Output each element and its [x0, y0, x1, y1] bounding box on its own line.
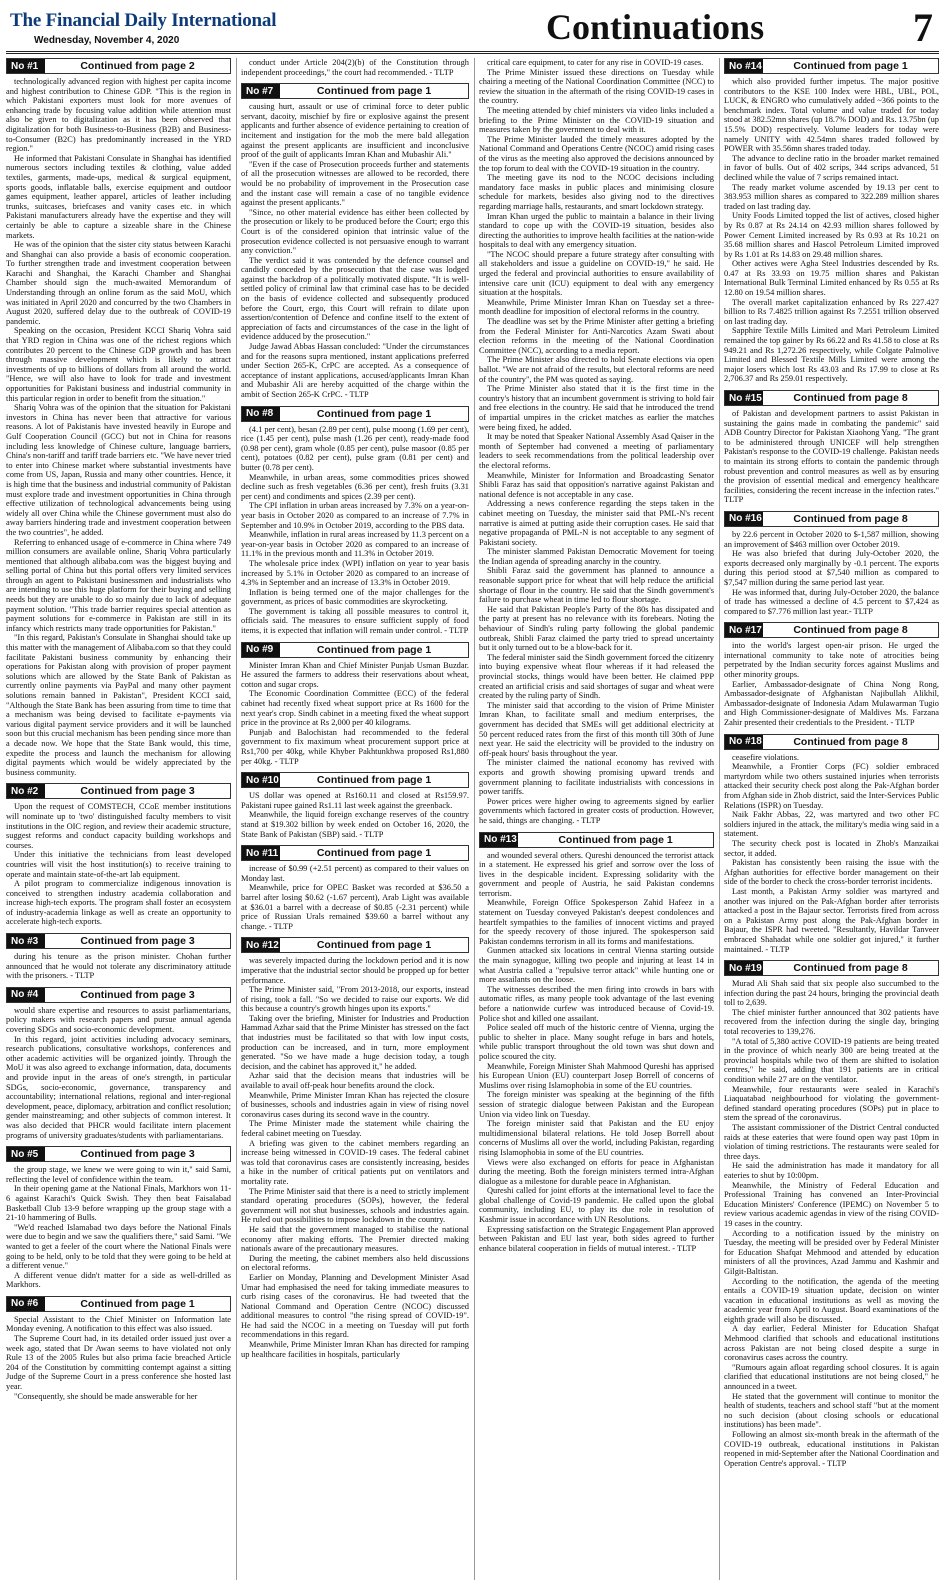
story-number: No #10	[242, 773, 280, 787]
paragraph: He was also briefed that during July-October 2020, the exports decreased only marginally by -0.1 percent. The exports during this period stood at $7,540 million as compared to $7,547 million during the same period last year.	[724, 549, 939, 587]
story-continued-label: Continued from page 3	[80, 1148, 195, 1161]
paragraph: A briefing was given to the cabinet members regarding an increase being witnessed in COVID-19 cases. The federal cabinet was told that coronavirus cases are consistently increasing, besides a hike in the number of critical patients put on ventilators and mortality rate.	[241, 1138, 469, 1186]
paragraph: He said that Pakistan People's Party of the 80s has dissipated and the party at present has no relevance with its forebears. Noting the behaviour of Sindh's ruling party following the global pandemic outbreak, Shibli Faraz claimed the party tried to spread uncertainty but it only turned out to be a blow-back for it.	[479, 604, 714, 653]
column-2	[241, 58, 469, 1580]
story-body	[6, 77, 231, 777]
paragraph: Punjab and Balochistan had recommended to the federal government to fix maximum wheat procurement support price at Rs1,700 per 40kg, while Khyber Pakhtunkhwa proposed Rs1,880 per 40kg. - TLTP	[241, 727, 469, 766]
story	[479, 832, 714, 1254]
paragraph: He said the administration has made it mandatory for all eateries to shut by 10:00pm.	[724, 1161, 939, 1180]
paragraph: Police sealed off much of the historic centre of Vienna, urging the public to shelter in place. Many sought refuge in bars and hotels, while public transport throughout the old town was shut down and police scoured the city.	[479, 1023, 714, 1061]
story-body	[6, 802, 231, 927]
story-continued-label: Continued from page 1	[558, 833, 673, 846]
paragraph: Earlier on Monday, Planning and Development Minister Asad Umar had emphasised the need for taking immediate measures to curb rising cases of the coronavirus. He had tweeted that the National Command and Operation Centre (NCOC) discussed additional measures to control "the rising spread of COVID-19". He had said the NCOC in a meeting on Tuesday will put forth recommendations in this regard.	[241, 1272, 469, 1340]
paragraph: He stated that the government will continue to monitor the health of students, teachers and school staff "but at the moment no such decision (about closing schools or educational institutions) has been made".	[724, 1391, 939, 1430]
paragraph: The foreign minister said that Pakistan and the EU enjoy multidimensional bilateral relations. He told Josep Borrell about concerns of Muslims all over the world, including Pakistan, regarding rising Islamophobia in some of the EU countries.	[479, 1119, 714, 1157]
paragraph: (4.1 per cent), besan (2.89 per cent), pulse moong (1.69 per cent), rice (1.45 per cent), pulse mash (1.26 per cent), ready-made food (0.98 per cent), gram whole (0.85 per cent), pulse masoor (0.85 per cent), potatoes (0.82 per cent), pulse gram (0.81 per cent) and butter (0.78 per cent).	[241, 424, 469, 472]
paragraph: The deadline was set by the Prime Minister after getting a briefing from the Federal Minister for Anti-Narcotics Azam Swati about election reforms in the meeting of the National Coordination Committee (NCC), according to a media report.	[479, 317, 714, 355]
story-header	[6, 783, 231, 799]
story-number: No #18	[725, 735, 763, 749]
story	[241, 58, 469, 77]
paragraph: The overall market capitalization enhanced by Rs 227.427 billion to Rs 7.4825 trillion against Rs 7.2551 trillion observed on last trading day.	[724, 297, 939, 326]
story-header	[241, 937, 469, 953]
story-number: No #14	[725, 59, 763, 73]
paragraph: Taking over the briefing, Minister for Industries and Production Hammad Azhar said that the Prime Minister has stressed on the fact that industries must be facilitated so that with low input costs, production can be increased, and in turn, more employment generated. "So we have made a huge decision today, a tough decision, and the cabinet has approved it," he added.	[241, 1013, 469, 1071]
story-body	[241, 791, 469, 839]
story	[6, 1146, 231, 1290]
story-header	[6, 58, 231, 74]
paragraph: Views were also exchanged on efforts for peace in Afghanistan during the meeting. Both the foreign ministers termed intra-Afghan dialogue as a milestone for durable peace in Afghanistan.	[479, 1157, 714, 1186]
story-body	[724, 753, 939, 954]
story	[724, 622, 939, 727]
paragraph: The assistant commissioner of the District Central conducted raids at these eateries that were found open way past 10pm in violation of timing restrictions. The restaurants were sealed for three days.	[724, 1123, 939, 1161]
paragraph: The minister slammed Pakistan Democratic Movement for toeing the Indian agenda of spreading anarchy in the country.	[479, 547, 714, 566]
paragraph: Pakistan has consistently been raising the issue with the Afghan authorities for effective border management on their side of the border to check the cross-border terrorist incidents.	[724, 858, 939, 887]
paragraph: Meanwhile, Foreign Office Spokesperson Zahid Hafeez in a statement on Tuesday conveyed Pakistan's deepest condolences and heartfelt sympathies to the families of innocent victims and prayed for the speedy recovery of those injured. The spokesperson said Pakistan condemns terrorism in all its forms and manifestations.	[479, 898, 714, 946]
story-number: No #13	[480, 833, 518, 847]
paragraph: Referring to enhanced usage of e-commerce in China where 749 million consumers are available online, Shariq Vohra particularly mentioned that although alibaba.com was the biggest buying and selling portal of China but this portal offers very limited services through an agent to Pakistani businessmen and industrialists who are intending to use this huge platform for their buying and selling needs but they are unable to do so mainly due to lack of adequate payment solution. "This trade barrier requires special attention as payment solutions for e-commerce in Pakistan are still in its infancy which restricts many trade opportunities for Pakistan."	[6, 537, 231, 633]
paragraph: Meanwhile, four restaurants were sealed in Karachi's Liaquatabad neighbourhood for violating the government-defined standard operating procedures (SOPs) put in place to stem the spread of the coronavirus.	[724, 1084, 939, 1123]
story-number: No #5	[7, 1147, 45, 1161]
paragraph: Speaking on the occasion, President KCCI Shariq Vohra said that YRD region in China was one of the richest regions which contributes 20 percent to the Chinese GDP growth and has been through massive development which is likely to attract investments of up to billions of dollars from all around the world. "Hence, we will also have to look for trade and investment opportunities for Pakistani business and industrial community in this particular region in order to benefit from the situation."	[6, 326, 231, 403]
story-body	[241, 864, 469, 931]
story	[6, 58, 231, 777]
story	[724, 734, 939, 954]
paragraph: Azhar said that the decision means that industries will be available to avail off-peak hour benefits around the clock.	[241, 1071, 469, 1091]
paragraph: The Prime Minister said that there is a need to strictly implement standard operating procedures (SOPs), however, the federal government will not shut businesses, schools and industries again. He ruled out possibilities to impose lockdown in the country.	[241, 1186, 469, 1225]
story-header	[241, 845, 469, 861]
paragraph: Meanwhile, in urban areas, some commodities prices showed decline such as fresh vegetables (6.36 per cent), fresh fruits (3.31 per cent) and condiments and spices (2.39 per cent).	[241, 472, 469, 501]
paragraph: Meanwhile, Foreign Minister Shah Mahmood Qureshi has apprised his European Union (EU) counterpart Josep Borrell of concerns of Muslims over rising Islamophobia in some of the EU countries.	[479, 1061, 714, 1090]
story-body	[241, 58, 469, 77]
paragraph: Meanwhile, the Ministry of Federal Education and Professional Training has convened an Inter-Provincial Education Ministers' Conference (IPEMC) on November 5 to review various academic agendas in view of the rising COVID-19 cases in the country.	[724, 1180, 939, 1228]
story-header	[724, 390, 939, 406]
paragraph: which also provided further impetus. The major positive contributors to the KSE 100 Index were HBL, UBL, POL, LUCK, & ENGRO who cumulatively added ~366 points to the benchmark index. Total volume and value traded for today stood at 382.52mn shares (up 18.7% DOD) and Rs. 13.75bn (up 15.5% DOD) respectively. Volume leaders for today were namely UNITY with 42.54mn shares traded followed by POWER with 35.56mn shares traded today.	[724, 77, 939, 154]
paragraph: The federal minister said the Sindh government forced the citizenry into buying expensive wheat flour whereas if it had released the provincial stocks, things would have been better. He claimed PPP created an artificial crisis and said shortages of sugar and wheat were created by the ruling party of Sindh.	[479, 652, 714, 701]
story-header	[6, 1296, 231, 1312]
story	[724, 960, 939, 1468]
story-number: No #16	[725, 512, 763, 526]
paragraph: of Pakistan and development partners to assist Pakistan in sustaining the gains made in combating the pandemic" said ADB Country Director for Pakistan Xiaohong Yang. "The grant to be administered through UNICEF will help strengthen Pakistan's response to the COVID-19 challenge. Pakistan needs to maintain its strong efforts to contain the pandemic through robust prevention and control measures as well as by ensuring the provision of essential medical and emergency healthcare facilities, considering the recent increase in the infection rates." TLTP	[724, 409, 939, 505]
page-body	[6, 58, 939, 1580]
paragraph: Last month, a Pakistan Army soldier was martyred and another was injured on the Pak-Afghan border after terrorists attacked a post in the Bajaur sector. Terrorists fired from across on a Pakistan Army post along the Pak-Afghan border in Bajaur, the ISPR had tweeted. "Resultantly, Havildar Tanveer embraced Shahadat while one soldier got injured," it further maintained. - TLTP	[724, 886, 939, 954]
paragraph: "We'd reached Islamabad two days before the National Finals were due to begin and we saw the qualifiers there," said Sami. "We wanted to get a feeler of the court where the National Finals were going to be held, only to be told that they were going to be held at a different venue."	[6, 1222, 231, 1271]
masthead	[6, 4, 939, 54]
story-header	[724, 58, 939, 74]
paragraph: by 22.6 percent in October 2020 to $-1,587 million, showing an improvement of $463 million over October 2019.	[724, 529, 939, 549]
paragraph: The foreign minister was speaking at the beginning of the fifth session of strategic dialogue between Pakistan and the European Union via video link on Tuesday.	[479, 1090, 714, 1119]
paragraph: Meanwhile, a Frontier Corps (FC) soldier embraced martyrdom while two others sustained injuries when terrorists attacked their security check post along the Pak-Afghan border from Afghan side in Zhob district, said the Inter-Services Public Relations (ISPR) on Tuesday.	[724, 762, 939, 810]
story-number: No #8	[242, 407, 280, 421]
paragraph: The Prime Minister issued these directions on Tuesday while chairing a meeting of the National Coordination Committee (NCC) to review the situation in the aftermath of the rising COVID-19 cases in the country.	[479, 67, 714, 106]
paragraph: Power prices were higher owing to agreements signed by earlier governments which factored in greater costs of production. However, he said, things are changing. - TLTP	[479, 796, 714, 825]
paragraph: Addressing a news conference regarding the steps taken in the cabinet meeting on Tuesday, the minister said that PML-N's recent narrative is aimed at putting aside their corruption cases. He said that negative propaganda of PML-N is not acceptable to any segment of Pakistani society.	[479, 499, 714, 547]
paragraph: Meanwhile, price for OPEC Basket was recorded at $36.50 a barrel after losing $0.62 (-1.67 percent), Arab Light was available at $36.01 a barrel with a decrease of $0.85 (-2.31 percent) while price of Russian Urals remained $39.60 a barrel without any change. - TLTP	[241, 883, 469, 931]
story	[6, 1296, 231, 1401]
story-continued-label: Continued from page 8	[793, 512, 908, 525]
paragraph: Judge Jawad Abbas Hassan concluded: "Under the circumstances and for the reasons supra mentioned, instant applications preferred under Section 265-K, CrPC are accepted. As a consequence of acceptance of instant applications, accused/applicants Imran Khan and Mubashir Ali are hereby acquitted of the charge within the ambit of Section 265-K CrPC. - TLTP	[241, 342, 469, 399]
story-continued-label: Continued from page 1	[316, 847, 432, 860]
story-body	[724, 530, 939, 616]
paragraph: The ready market volume ascended by 19.13 per cent to 383.953 million shares as compared to 322.289 million shares traded on last trading day.	[724, 182, 939, 211]
story-body	[241, 956, 469, 1359]
story	[6, 987, 231, 1140]
paragraph: The minister said that according to the vision of Prime Minister Imran Khan, to facilitate small and medium enterprises, the government has decided that SMEs will get additional electricity at 50 percent reduced rates from the first of this month till 30th of June next year. He said the electricity will be provided to the industry on off-peak hours' basis throughout the year.	[479, 700, 714, 758]
story-body	[724, 979, 939, 1468]
story	[241, 642, 469, 767]
story-body	[724, 641, 939, 727]
story-continued-label: Continued from page 8	[793, 392, 908, 404]
story	[241, 83, 469, 399]
paragraph: "In this regard, Pakistan's Consulate in Shanghai should take up this matter with the management of Alibaba.com so that they could facilitate Pakistani business community by enhancing their operations for Pakistan along with provision of proper payment solutions which are allowed by the State Bank of Pakistan as currently online payments via PayPal and many other payment solutions remain banned in Pakistan", President KCCI said, "Although the State Bank has been assuring from time to time that a mechanism was being devised to facilitate e-payments via various digital payment service providers and it will be launched soon but this crucial mechanism has been pending since more than a decade now. We hope that the State Bank would, this time, expedite the process and launch the mechanism for allowing digital payments which would be widely appreciated by the business community.	[6, 633, 231, 777]
story-continued-label: Continued from page 1	[316, 939, 432, 952]
story-header	[241, 406, 469, 422]
story-body	[6, 1315, 231, 1401]
story-body	[241, 425, 469, 636]
paragraph: The minister claimed the national economy has revived with exports and growth showing promising upward trends and government planning to facilitate industrialists with concessions in power tariffs.	[479, 758, 714, 797]
story-body	[479, 851, 714, 1254]
paragraph: Under this initiative the technicians from least developed countries will visit the host institution(s) to receive training to operate and maintain state-of-the-art lab equipment.	[6, 850, 231, 879]
story-continued-label: Continued from page 8	[793, 962, 908, 975]
paragraph: The meeting gave its nod to the NCOC decisions including mandatory face masks in public places and minimising closure schedule for markets, besides also giving nod to the directives regarding marriage halls, restaurants, and smart lockdown strategy.	[479, 173, 714, 211]
story-number: No #7	[242, 84, 280, 98]
paragraph: It may be noted that Speaker National Assembly Asad Qaiser in the month of September had convened a meeting of parliamentary leaders to seek recommendations from the political leadership over the electoral reforms.	[479, 432, 714, 470]
paragraph: conduct under Article 204(2)(b) of the Constitution through independent proceedings," the court had recommended. - TLTP	[241, 58, 469, 77]
paragraph: Meanwhile, Prime Minister Imran Khan has rejected the closure of businesses, schools and industries again in view of rising novel coronavirus cases during its second wave in the country.	[241, 1090, 469, 1119]
paragraph: Naik Fakhr Abbas, 22, was martyred and two other FC soldiers injured in the attack, the military's media wing said in a statement.	[724, 810, 939, 839]
story-header	[724, 622, 939, 638]
story-number: No #4	[7, 988, 45, 1002]
paragraph: The advance to decline ratio in the broader market remained in favor of bulls. Out of 402 scrips, 344 scrips advanced, 51 declined while the value of 7 scrips remained intact.	[724, 153, 939, 182]
paragraph: would share expertise and resources to assist parliamentarians, policy makers with research papers and pursue annual agenda covering SDGs and socio-economic development.	[6, 1005, 231, 1035]
paragraph: causing hurt, assault or use of criminal force to deter public servant, dacoity, mischief by fire or explosive against the present applicants and further absence of evidence pertaining to creation of incitement and instigation for the mob the mere bald allegation against the present applicants are insufficient and inconclusive proof of the guilt of applicants Imran Khan and Mubashir Ali."	[241, 102, 469, 160]
paragraph: Imran Khan urged the public to maintain a balance in their living standard to cope up with the COVID-19 situation, besides also directing the authorities to improve health facilities at the nation-wide hospitals to deal with any emergency situation.	[479, 211, 714, 250]
paragraph: the group stage, we knew we were going to win it," said Sami, reflecting the level of confidence within the team.	[6, 1165, 231, 1184]
paragraph: Upon the request of COMSTECH, CCoE member institutions will nominate up to 'two' distinguished faculty members to visit institutions in the OIC region, and review their academic structure, suggest reforms and conduct capacity building workshops and courses.	[6, 802, 231, 850]
story-number: No #2	[7, 784, 45, 798]
paragraph: The Prime Minister lauded the timely measures adopted by the National Command and Operations Centre (NCOC) amid rising cases of the virus as the meeting also approved the decisions announced by the top forum to deal with the COVID-19 situation in the country.	[479, 134, 714, 173]
paragraph: "Consequently, she should be made answerable for her	[14, 1391, 198, 1401]
paragraph: was severely impacted during the lockdown period and it is now imperative that the industrial sector should be propped up for better performance.	[241, 956, 469, 985]
paragraph: The government is taking all possible measures to control it, officials said. The measures to ensure sufficient supply of food items, it is expected that inflation will remain under control. - TLTP	[241, 606, 469, 636]
paragraph: During the meeting, the cabinet members also held discussions on electoral reforms.	[241, 1253, 469, 1273]
story-header	[724, 511, 939, 527]
paragraph: The chief minister further announced that 302 patients have recovered from the infection during the single day, bringing total recoveries to 139,276.	[724, 1007, 939, 1037]
paragraph: The witnesses described the men firing into crowds in bars with automatic rifles, as many people took advantage of the last evening before a nationwide curfew was introduced because of Covid-19. Police shot and killed one assailant.	[479, 984, 714, 1023]
paragraph: Inflation is being termed one of the major challenges for the government, as prices of basic commodities are skyrocketing.	[241, 587, 469, 607]
section-title: Continuations	[546, 7, 765, 47]
paragraph: US dollar was opened at Rs160.11 and closed at Rs159.97. Pakistani rupee gained Rs1.11 last week against the greenback.	[241, 791, 469, 810]
paragraph: A different venue didn't matter for a side as well-drilled as Markhors.	[6, 1270, 231, 1290]
story-body	[479, 58, 714, 826]
paragraph: Shariq Vohra was of the opinion that the situation for Pakistani investors in China has never been that attractive for various reasons. A lot of Pakistanis have invested heavily in Europe and Gulf Cooperation Council (GCC) but not in China for reasons including less knowledge of Chinese culture, language barriers, China's non-tariff and tariff trade barriers etc. "We have never tried to enter into Chinese market where substantial investments have come from US, Japan, Russia and many other countries. Hence, it is high time that the business and industrial community of Pakistan must explore trade and investment opportunities in China through effective utilization of technological advancements being using widely all over China while the Chinese government must also do away barriers hindering trade and investment cooperation between the two countries", he added.	[6, 403, 231, 537]
story	[724, 58, 939, 384]
paragraph: Gunmen attacked six locations in central Vienna starting outside the main synagogue, killing two people and injuring at least 14 in what Austria called a "repulsive terror attack" while hunting one or more assailants on the loose.	[479, 946, 714, 985]
story	[241, 845, 469, 931]
story	[724, 390, 939, 505]
column-1	[6, 58, 231, 1580]
paragraph: The CPI inflation in urban areas increased by 7.3% on a year-on-year basis in October 2020 as compared to an increase of 7.7% in September and 10.9% in October 2019, according to the PBS data.	[241, 501, 469, 530]
paragraph: He said that the government managed to stabilise the national economy after making efforts. The Premier directed making nationals aware of the precautionary measures.	[241, 1224, 469, 1254]
paragraph: He was of the opinion that the sister city status between Karachi and Shanghai can also provide a basis of economic cooperation. To further strengthen trade and investment cooperation between Karachi and Shanghai, the Karachi Chamber and Shanghai Chamber should sign the much-awaited Memorandum of Understanding through an online forum as the said MoU, which was initiated in April 2020 and concurred by the two Chambers in August 2020, suffered delay due to the outbreak of COVID-19 pandemic.	[6, 240, 231, 326]
paragraph: He was informed that, during July-October 2020, the balance of trade has witnessed a decline of 4.5 percent to $7,424 as compared to $7.776 million last year.- TLTP	[724, 587, 939, 616]
story-header	[6, 1146, 231, 1162]
story	[241, 406, 469, 636]
paragraph: "The NCOC should prepare a future strategy after consulting with all stakeholders and issue a guideline on COVID-19," he said. He urged the federal and provincial authorities to ensure availability of intensive care unit (ICU) equipment to deal with any emergency situation at the hospitals.	[479, 249, 714, 298]
issue-date: Wednesday, November 4, 2020	[34, 35, 180, 46]
story-continued-label: Continued from page 1	[316, 643, 432, 656]
story-header	[241, 642, 469, 658]
story-header	[241, 83, 469, 99]
column-divider	[719, 58, 720, 1580]
paragraph: "Even if the case of Prosecution proceeds further and statements of all the prosecution witnesses are allowed to be recorded, there would be no probability of improvement in the Prosecution case and the instant case will remain a case of no tangible evidence against the present applicants."	[241, 159, 469, 208]
story-body	[724, 77, 939, 384]
story	[6, 933, 231, 981]
column-divider	[474, 58, 475, 1580]
paragraph: Expressing satisfaction on the Strategic Engagement Plan approved between Pakistan and EU last year, both sides agreed to further enhance bilateral cooperation in fields of mutual interest. - TLTP	[479, 1224, 714, 1253]
story-continued-label: Continued from page 3	[80, 935, 195, 948]
story-continued-label: Continued from page 8	[793, 624, 908, 637]
paragraph: Meanwhile, Minister for Information and Broadcasting Senator Shibli Faraz has said that opposition's narrative against Pakistan and national defence is not acceptable in any case.	[479, 470, 714, 499]
paragraph: Unity Foods Limited topped the list of actives, closed higher by Rs 0.87 at Rs 24.14 on 42.93 million shares followed by Power Cement Limited increased by Rs 0.93 at Rs 10.21 on 35.68 million shares and Hascol Petroleum Limited improved by Rs 1.01 at Rs 14.83 on 29.48 million shares.	[724, 211, 939, 259]
story-body	[241, 661, 469, 767]
column-divider	[236, 58, 237, 1580]
paragraph: The wholesale price index (WPI) inflation on year to year basis increased by 5.1% in October 2020 as compared to an increase of 4.3% in September and an increase of 13.3% in October 2019.	[241, 558, 469, 588]
paragraph: increase of $0.99 (+2.51 percent) as compared to their values on Monday last.	[241, 864, 469, 883]
story-body	[6, 1165, 231, 1290]
story	[479, 58, 714, 826]
paragraph: Minister Imran Khan and Chief Minister Punjab Usman Buzdar. He assured the farmers to address their reservations about wheat, cotton and sugar crops.	[241, 660, 469, 689]
paragraph: Earlier, Ambassador-designate of China Nong Rong, Ambassador-designate of Afghanistan Najibullah Alikhil, Ambassador-designate of Indonesia Adam Mulawarman Tugio and High Commissioner-designate of Maldives Ms. Farzana Zahir presented their credentials to the President. - TLTP	[724, 679, 939, 728]
paragraph: Other actives were Agha Steel Industries descended by Rs. 0.47 at Rs 33.93 on 19.75 million shares and Pakistan International Bulk Terminal Limited enhanced by Rs 0.55 at Rs 12.80 on 19.54 million shares.	[724, 259, 939, 298]
paragraph: during his tenure as the prison minister. Chohan further announced that he would not tolerate any discriminatory attitude with the prisoners. - TLTP	[6, 952, 231, 981]
story-header	[724, 734, 939, 750]
paragraph: Qureshi called for joint efforts at the international level to face the global challenge of Covid-19 pandemic. He called upon the global community, including EU, to play its due role in resolution of Kashmir issue in accordance with UN Resolutions.	[479, 1186, 714, 1225]
story-continued-label: Continued from page 3	[80, 785, 195, 798]
story-body	[241, 102, 469, 399]
paragraph: Meanwhile, Prime Minister Imran Khan has directed for ramping up healthcare facilities in hospitals, particularly	[241, 1340, 469, 1359]
story-number: No #15	[725, 391, 763, 405]
paragraph: The meeting attended by chief ministers via video links included a briefing to the Prime Minister on the COVID-19 situation and measures taken by the government to deal with it.	[479, 105, 714, 135]
story-continued-label: Continued from page 2	[80, 60, 195, 72]
story-continued-label: Continued from page 8	[793, 735, 908, 748]
paragraph: The Prime Minister also stated that it is the first time in the country's history that an incumbent government is striving to hold fair and free elections in the country. He said that he introduced the trend of impartial umpires in the cricket matches as earlier the matches were being fixed, he added.	[479, 384, 714, 432]
paragraph: The Supreme Court had, in its detailed order issued just over a week ago, stated that Dr Awan seems to have violated not only Rule 13 of the 2005 Rules but also prima facie breached Article 204 of the Constitution by committing contempt against a sitting Judge of the Supreme Court in a press conference she hosted last year.	[6, 1334, 231, 1392]
paragraph: critical care equipment, to cater for any rise in COVID-19 cases.	[487, 58, 704, 67]
paragraph: The security check post is located in Zhob's Manzaikai sector, it added.	[724, 838, 939, 858]
paragraph: The Prime Minister said, "From 2013-2018, our exports, instead of rising, took a fall. "So we decided to raise our exports. We did this because a country's growth hinges upon its exports."	[241, 985, 469, 1014]
story-header	[6, 987, 231, 1003]
paragraph: "Since, no other material evidence has either been collected by the prosecution or likely to be produced before the Court; ergo this Court is of the considered opinion that intrinsic value of the prosecution evidence collected is not persuasive enough to warrant any conviction."	[241, 207, 469, 256]
story-header	[479, 832, 714, 848]
paragraph: technologically advanced region with highest per capita income and highest contribution to Chinese GDP. "This is the region in which Pakistani exporters must look for more avenues of enhancing trade by focusing value addition while attention must also be given to digitalization as it has been observed that digitalization for both Business-to-Business (B2B) and Business-to-Consumer (B2C) has predominantly increased in the YRD region."	[6, 77, 231, 154]
paragraph: Following an almost six-month break in the aftermath of the COVID-19 outbreak, educational institutions in Pakistan reopened in mid-September after the National Coordination and Operation Centre's approval. - TLTP	[724, 1430, 939, 1468]
story-header	[724, 960, 939, 976]
story-header	[6, 933, 231, 949]
story-number: No #6	[7, 1297, 45, 1311]
paragraph: According to a notification issued by the ministry on Tuesday, the meeting will be presided over by Federal Minister for Education Shafqat Mehmood and attended by education ministers of all the provinces, Azad Jammu and Kashmir and Gilgit-Baltistan.	[724, 1228, 939, 1276]
paragraph: ceasefire violations.	[732, 752, 799, 762]
story-number: No #11	[242, 846, 280, 860]
page-number: 7	[913, 5, 933, 50]
paragraph: "Rumours again afloat regarding school closures. It is again clarified that educational institutions are not being closed," he announced in a tweet.	[724, 1362, 939, 1392]
paragraph: The Prime Minister also directed to hold Senate elections via open ballot. "We are not afraid of the results, but electoral reforms are need of the country", the PM was quoted as saying.	[479, 355, 714, 384]
paragraph: Shibli Faraz said the government has planned to announce a reasonable support price for wheat that will help reduce the artificial shortage of flour in the country. He said that the Sindh government's failure to purchase wheat in time led to flour shortage.	[479, 566, 714, 605]
paragraph: Special Assistant to the Chief Minister on Information late Monday evening. A notification to this effect was also issued.	[6, 1314, 231, 1334]
paragraph: Meanwhile, the liquid foreign exchange reserves of the country stand at $19.302 billion by week ended on October 16, 2020, the State Bank of Pakistan (SBP) said. - TLTP	[241, 810, 469, 839]
story	[241, 772, 469, 839]
paragraph: and wounded several others. Qureshi denounced the terrorist attack in a statement. He expressed his grief and sorrow over the loss of lives in the despicable incident. Expressing solidarity with the government and people of Austria, he said Pakistan condemns terrorism.	[479, 850, 714, 898]
story	[6, 783, 231, 927]
story-continued-label: Continued from page 1	[316, 774, 432, 787]
paragraph: Meanwhile, inflation in rural areas increased by 11.3 percent on a year-on-year basis in October 2020 as compared to an increase of 11.1% in the previous month and 11.3% in October 2019.	[241, 530, 469, 559]
story-continued-label: Continued from page 1	[80, 1297, 195, 1310]
paragraph: Sapphire Textile Mills Limited and Mari Petroleum Limited remained the top gainer by Rs 66.22 and Rs 41.58 to close at Rs 949.21 and Rs 1,272.26 respectively, while Colgate Palmolive Limited and Blessed Textile Mills Limited were among the major losers which lost Rs 43.03 and Rs 17.99 to close at Rs 2,706.37 and Rs 259.01 respectively.	[724, 326, 939, 384]
paragraph: The Prime Minister made the statement while chairing the federal cabinet meeting on Tuesday.	[241, 1119, 469, 1138]
story-body	[724, 409, 939, 505]
story-continued-label: Continued from page 1	[316, 85, 432, 98]
paragraph: He informed that Pakistani Consulate in Shanghai has identified numerous sectors including textiles & clothing, value added textiles, garments, made-ups, medical & surgical equipment, sports goods, inflatable balls, exercise equipment and outdoor games equipment, leather apparel, articles of leather including trunks, suitcases, briefcases and vanity cases etc. in which Pakistani manufacturers already have the expertise and they will certainly be able to capture a sizeable share in the Chinese markets.	[6, 153, 231, 240]
story	[724, 511, 939, 616]
paragraph: A day earlier, Federal Minister for Education Shafqat Mehmood clarified that schools and educational institutions across Pakistan are not being closed despite a surge in coronavirus cases across the country.	[724, 1324, 939, 1363]
column-4	[724, 58, 939, 1580]
story-number: No #9	[242, 643, 280, 657]
paragraph: A pilot program to commercialize indigenous innovation is conceived to strengthen industry academia collaboration and increase high-tech exports. The program shall foster an ecosystem of industry-academia linkage as well as create an opportunity to accelerate high-tech exports.	[6, 879, 231, 927]
paragraph: "A total of 5,380 active COVID-19 patients are being treated in the province of which nearly 300 are being treated at the provincial hospitals while two of them are shifted to isolation centres," he said, adding that 191 patients are in critical condition while 27 are on the ventilator.	[724, 1036, 939, 1085]
story-number: No #1	[7, 59, 45, 73]
story-header	[241, 772, 469, 788]
story-number: No #19	[725, 961, 763, 975]
story-continued-label: Continued from page 1	[316, 407, 432, 420]
newspaper-name: The Financial Daily International	[10, 10, 277, 31]
story-body	[6, 952, 231, 981]
paragraph: Murad Ali Shah said that six people also succumbed to the infection during the past 24 hours, bringing the provincial death toll to 2,639.	[724, 979, 939, 1008]
story-number: No #12	[242, 938, 280, 952]
paragraph: In this regard, joint activities including advocacy seminars, research publications, consultative workshops, conferences and other academic activities will be organized jointly. Through the MoU it was also agreed to exchange information, data, documents and provide input in the areas of one's strength, in particular SDGs, socio-economic, governance, transparency and accountability; international relations, regional and inter-regional development, peace, diplomacy, arbitration and conflict resolution; gender mainstreaming; and other subjects of common interest. It was also decided that PHCR would facilitate intern placement programs of university graduates/students with parliamentarians.	[6, 1034, 231, 1140]
paragraph: In their opening game at the National Finals, Markhors won 11-6 against Karachi's Quick Swish. They then beat Faisalabad Basketball Club 13-9 before wrapping up the group stage with a 21-10 hammering of Bulls.	[6, 1184, 231, 1223]
paragraph: The verdict said it was contended by the defence counsel and candidly conceded by the prosecution that the case was lodged against the backdrop of a politically motivated dispute. "It is well-settled policy of criminal law that criminal case has to be decided on the basis of evidence collected and subsequently produced before the Court, ergo, this Court will refrain to dilate upon assertion/contention of Defence and confine itself to the extent of appreciation of facts and circumstances of the case in the light of evidence adduced by the prosecution."	[241, 255, 469, 342]
paragraph: According to the notification, the agenda of the meeting entails a COVID-19 situation update, decision on winter vacation in educational institutions as well as moving the academic year from April to August. Board examinations of the eighth grade will also be discussed.	[724, 1276, 939, 1324]
story-number: No #3	[7, 934, 45, 948]
story-body	[6, 1006, 231, 1140]
paragraph: Meanwhile, Prime Minister Imran Khan on Tuesday set a three-month deadline for imposition of electoral reforms in the country.	[479, 297, 714, 317]
story-continued-label: Continued from page 1	[793, 60, 908, 72]
story-continued-label: Continued from page 3	[80, 988, 195, 1001]
column-3	[479, 58, 714, 1580]
paragraph: The Economic Coordination Committee (ECC) of the federal cabinet had recently fixed wheat support price at Rs 1600 for the next year's crop. Sindh cabinet in a meeting fixed the wheat support price in the province at Rs 2,000 per 40 kilograms.	[241, 689, 469, 728]
paragraph: into the world's largest open-air prison. He urged the international community to take note of atrocities being perpetrated by the Indian security forces against Muslims and other minority groups.	[724, 641, 939, 680]
story-number: No #17	[725, 623, 763, 637]
story	[241, 937, 469, 1359]
